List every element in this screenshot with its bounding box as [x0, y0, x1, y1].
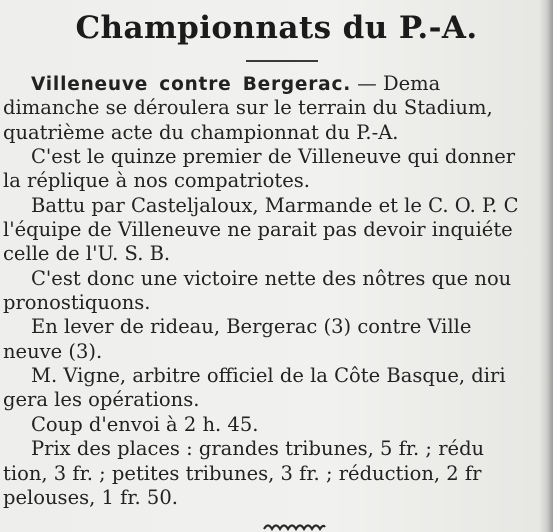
article-body	[3, 72, 553, 510]
article-line: Coup d'envoi à 2 h. 45.	[31, 412, 259, 436]
article-line: l'équipe de Villeneuve ne parait pas devoir inquiéte	[3, 218, 513, 242]
wave-ornament	[262, 519, 326, 532]
article-line: la réplique à nos compatriotes.	[3, 169, 310, 193]
article-line: pelouses, 1 fr. 50.	[3, 485, 178, 509]
page-edge-shadow	[539, 0, 553, 532]
article-line: gera les opérations.	[3, 388, 200, 412]
article-line: tion, 3 fr. ; petites tribunes, 3 fr. ; réduction, 2 fr	[3, 461, 482, 485]
article-line: M. Vigne, arbitre officiel de la Côte Basque, diri	[31, 364, 506, 388]
article-line	[3, 72, 553, 96]
headline-rule	[246, 60, 318, 62]
article-line: pronostiquons.	[3, 291, 151, 315]
article-line: Prix des places : grandes tribunes, 5 fr. ; rédu	[31, 437, 485, 461]
article-line: neuve (3).	[3, 339, 103, 363]
article-lead: Villeneuve contre Bergerac.	[31, 74, 352, 95]
article-line: Battu par Casteljaloux, Marmande et le C. O. P. C	[31, 193, 519, 217]
article-headline: Championnats du P.-A.	[75, 10, 478, 46]
article-line: C'est donc une victoire nette des nôtres que nou	[31, 266, 512, 290]
article-line-text: — Dema	[351, 72, 441, 95]
article-line: celle de l'U. S. B.	[3, 242, 171, 266]
article-line: C'est le quinze premier de Villeneuve qui donner	[31, 145, 516, 169]
article-line: quatrième acte du championnat du P.-A.	[3, 120, 399, 144]
article-line: En lever de rideau, Bergerac (3) contre Ville	[31, 315, 472, 339]
article-line: dimanche se déroulera sur le terrain du Stadium,	[3, 96, 493, 120]
